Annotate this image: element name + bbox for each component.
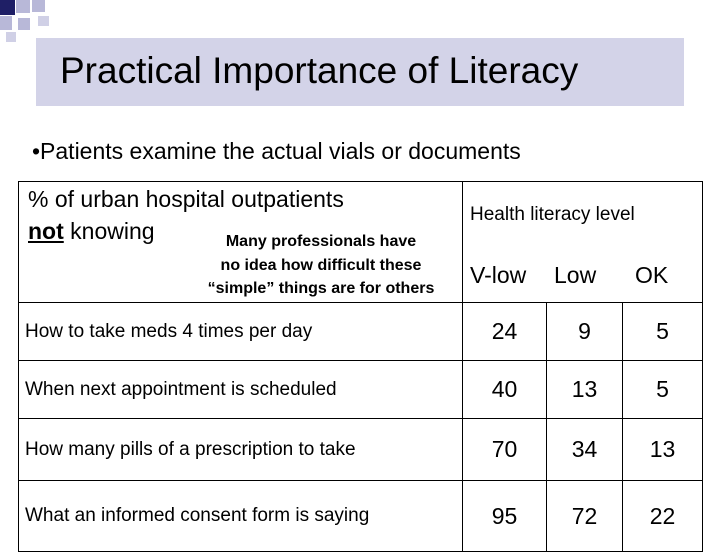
row-label: How to take meds 4 times per day	[19, 303, 463, 361]
row-label: When next appointment is scheduled	[19, 361, 463, 419]
callout-line2: no idea how difficult these	[220, 257, 422, 274]
value-vlow: 95	[463, 481, 547, 552]
decor-square-light	[0, 16, 12, 30]
value-vlow: 70	[463, 419, 547, 481]
level-low: Low	[554, 262, 597, 288]
table-row	[19, 361, 703, 419]
table-header-row	[19, 182, 703, 303]
header-not: not	[28, 218, 64, 244]
value-ok: 5	[623, 303, 703, 361]
header-line2	[28, 218, 155, 245]
value-low: 34	[547, 419, 623, 481]
value-low: 72	[547, 481, 623, 552]
value-ok: 22	[623, 481, 703, 552]
callout-line1: Many professionals have	[225, 233, 417, 250]
literacy-table	[18, 181, 703, 552]
slide-title: Practical Importance of Literacy	[60, 50, 579, 91]
table-header-description	[19, 182, 463, 303]
row-label: What an informed consent form is saying	[19, 481, 463, 552]
value-vlow: 24	[463, 303, 547, 361]
callout-box	[180, 229, 462, 299]
bullet-text: •Patients examine the actual vials or documents	[32, 138, 521, 164]
table-row	[19, 481, 703, 552]
value-low: 13	[547, 361, 623, 419]
value-ok: 13	[623, 419, 703, 481]
row-label: How many pills of a prescription to take	[19, 419, 463, 481]
decor-square-light	[16, 0, 30, 13]
level-vlow: V-low	[470, 262, 527, 288]
health-literacy-header	[463, 182, 703, 303]
decor-square-light	[32, 0, 45, 12]
decor-square-light	[18, 18, 30, 30]
table-row	[19, 419, 703, 481]
value-vlow: 40	[463, 361, 547, 419]
table-row	[19, 303, 703, 361]
decor-square-light	[38, 16, 49, 26]
decor-square-light	[6, 32, 16, 42]
header-line1: % of urban hospital outpatients	[28, 186, 344, 212]
header-knowing: knowing	[63, 218, 155, 244]
value-ok: 5	[623, 361, 703, 419]
level-ok: OK	[635, 262, 669, 288]
health-literacy-title: Health literacy level	[470, 204, 635, 225]
decor-square-dark	[0, 0, 15, 15]
value-low: 9	[547, 303, 623, 361]
callout-line3: “simple” things are for others	[207, 280, 435, 297]
